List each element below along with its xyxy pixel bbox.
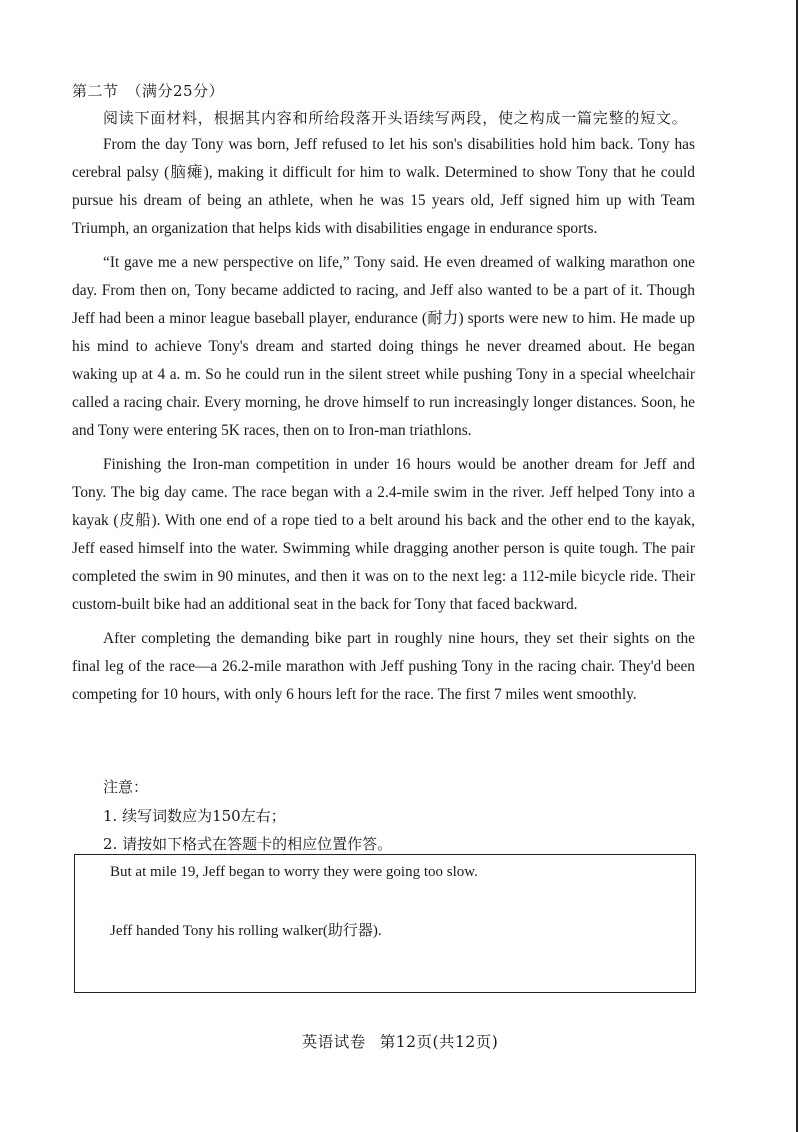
passage-paragraph: From the day Tony was born, Jeff refused to let his son's disabilities hold him back. Tony has cerebral palsy (脑瘫), making it difficult for him to walk. Determined to show Tony that he could pursue his dream of being an athlete, when he was 15 years old, Jeff signed him up with Team Triumph, an organization that helps kids with disabilities engage in endurance sports. xyxy=(72,136,695,237)
paragraph-opening-2: Jeff handed Tony his rolling walker(助行器). xyxy=(110,923,382,939)
section-score: （满分25分） xyxy=(126,82,225,100)
notes-section xyxy=(103,773,392,859)
reading-passage xyxy=(72,131,695,715)
section-heading xyxy=(72,80,224,101)
answer-format-box xyxy=(74,854,696,993)
footer-page-number: 第12页(共12页) xyxy=(379,1033,499,1051)
passage-paragraph: “It gave me a new perspective on life,” Tony said. He even dreamed of walking marathon one day. From then on, Tony became addicted to racing, and Jeff also wanted to be a part of it. Though Jeff had been a minor league baseball player, endurance (耐力) sports were new to him. He made up his mind to achieve Tony's dream and started doing things he never dreamed about. He began waking up at 4 a. m. So he could run in the silent street while pushing Tony in a special wheelchair called a racing chair. Every morning, he drove himself to run increasingly longer distances. Soon, he and Tony were entering 5K races, then on to Iron-man triathlons. xyxy=(72,254,695,439)
footer-subject: 英语试卷 xyxy=(301,1033,366,1051)
task-instruction: 阅读下面材料，根据其内容和所给段落开头语续写两段，使之构成一篇完整的短文。 xyxy=(103,109,688,127)
paragraph-opening-1: But at mile 19, Jeff began to worry they were going too slow. xyxy=(110,864,478,880)
section-title: 第二节 xyxy=(72,82,119,100)
passage-paragraph: After completing the demanding bike part in roughly nine hours, they set their sights on the final leg of the race—a 26.2-mile marathon with Jeff pushing Tony in the racing chair. They'd been competing for 10 hours, with only 6 hours left for the race. The first 7 miles went smoothly. xyxy=(72,630,695,703)
passage-paragraph: Finishing the Iron-man competition in under 16 hours would be another dream for Jeff and Tony. The big day came. The race began with a 2.4-mile swim in the river. Jeff helped Tony into a kayak (皮船). With one end of a rope tied to a belt around his back and the other end to the kayak, Jeff eased himself into the water. Swimming while dragging another person is quite tough. The pair completed the swim in 90 minutes, and then it was on to the next leg: a 112-mile bicycle ride. Their custom-built bike had an additional seat in the back for Tony that faced backward. xyxy=(72,456,695,613)
note-item-word-count: 1. 续写词数应为150左右； xyxy=(103,806,286,825)
note-item-answer-format: 2. 请按如下格式在答题卡的相应位置作答。 xyxy=(103,835,393,853)
page-footer xyxy=(0,1030,800,1052)
scan-edge-divider xyxy=(796,0,798,1132)
notes-title: 注意： xyxy=(103,778,149,796)
